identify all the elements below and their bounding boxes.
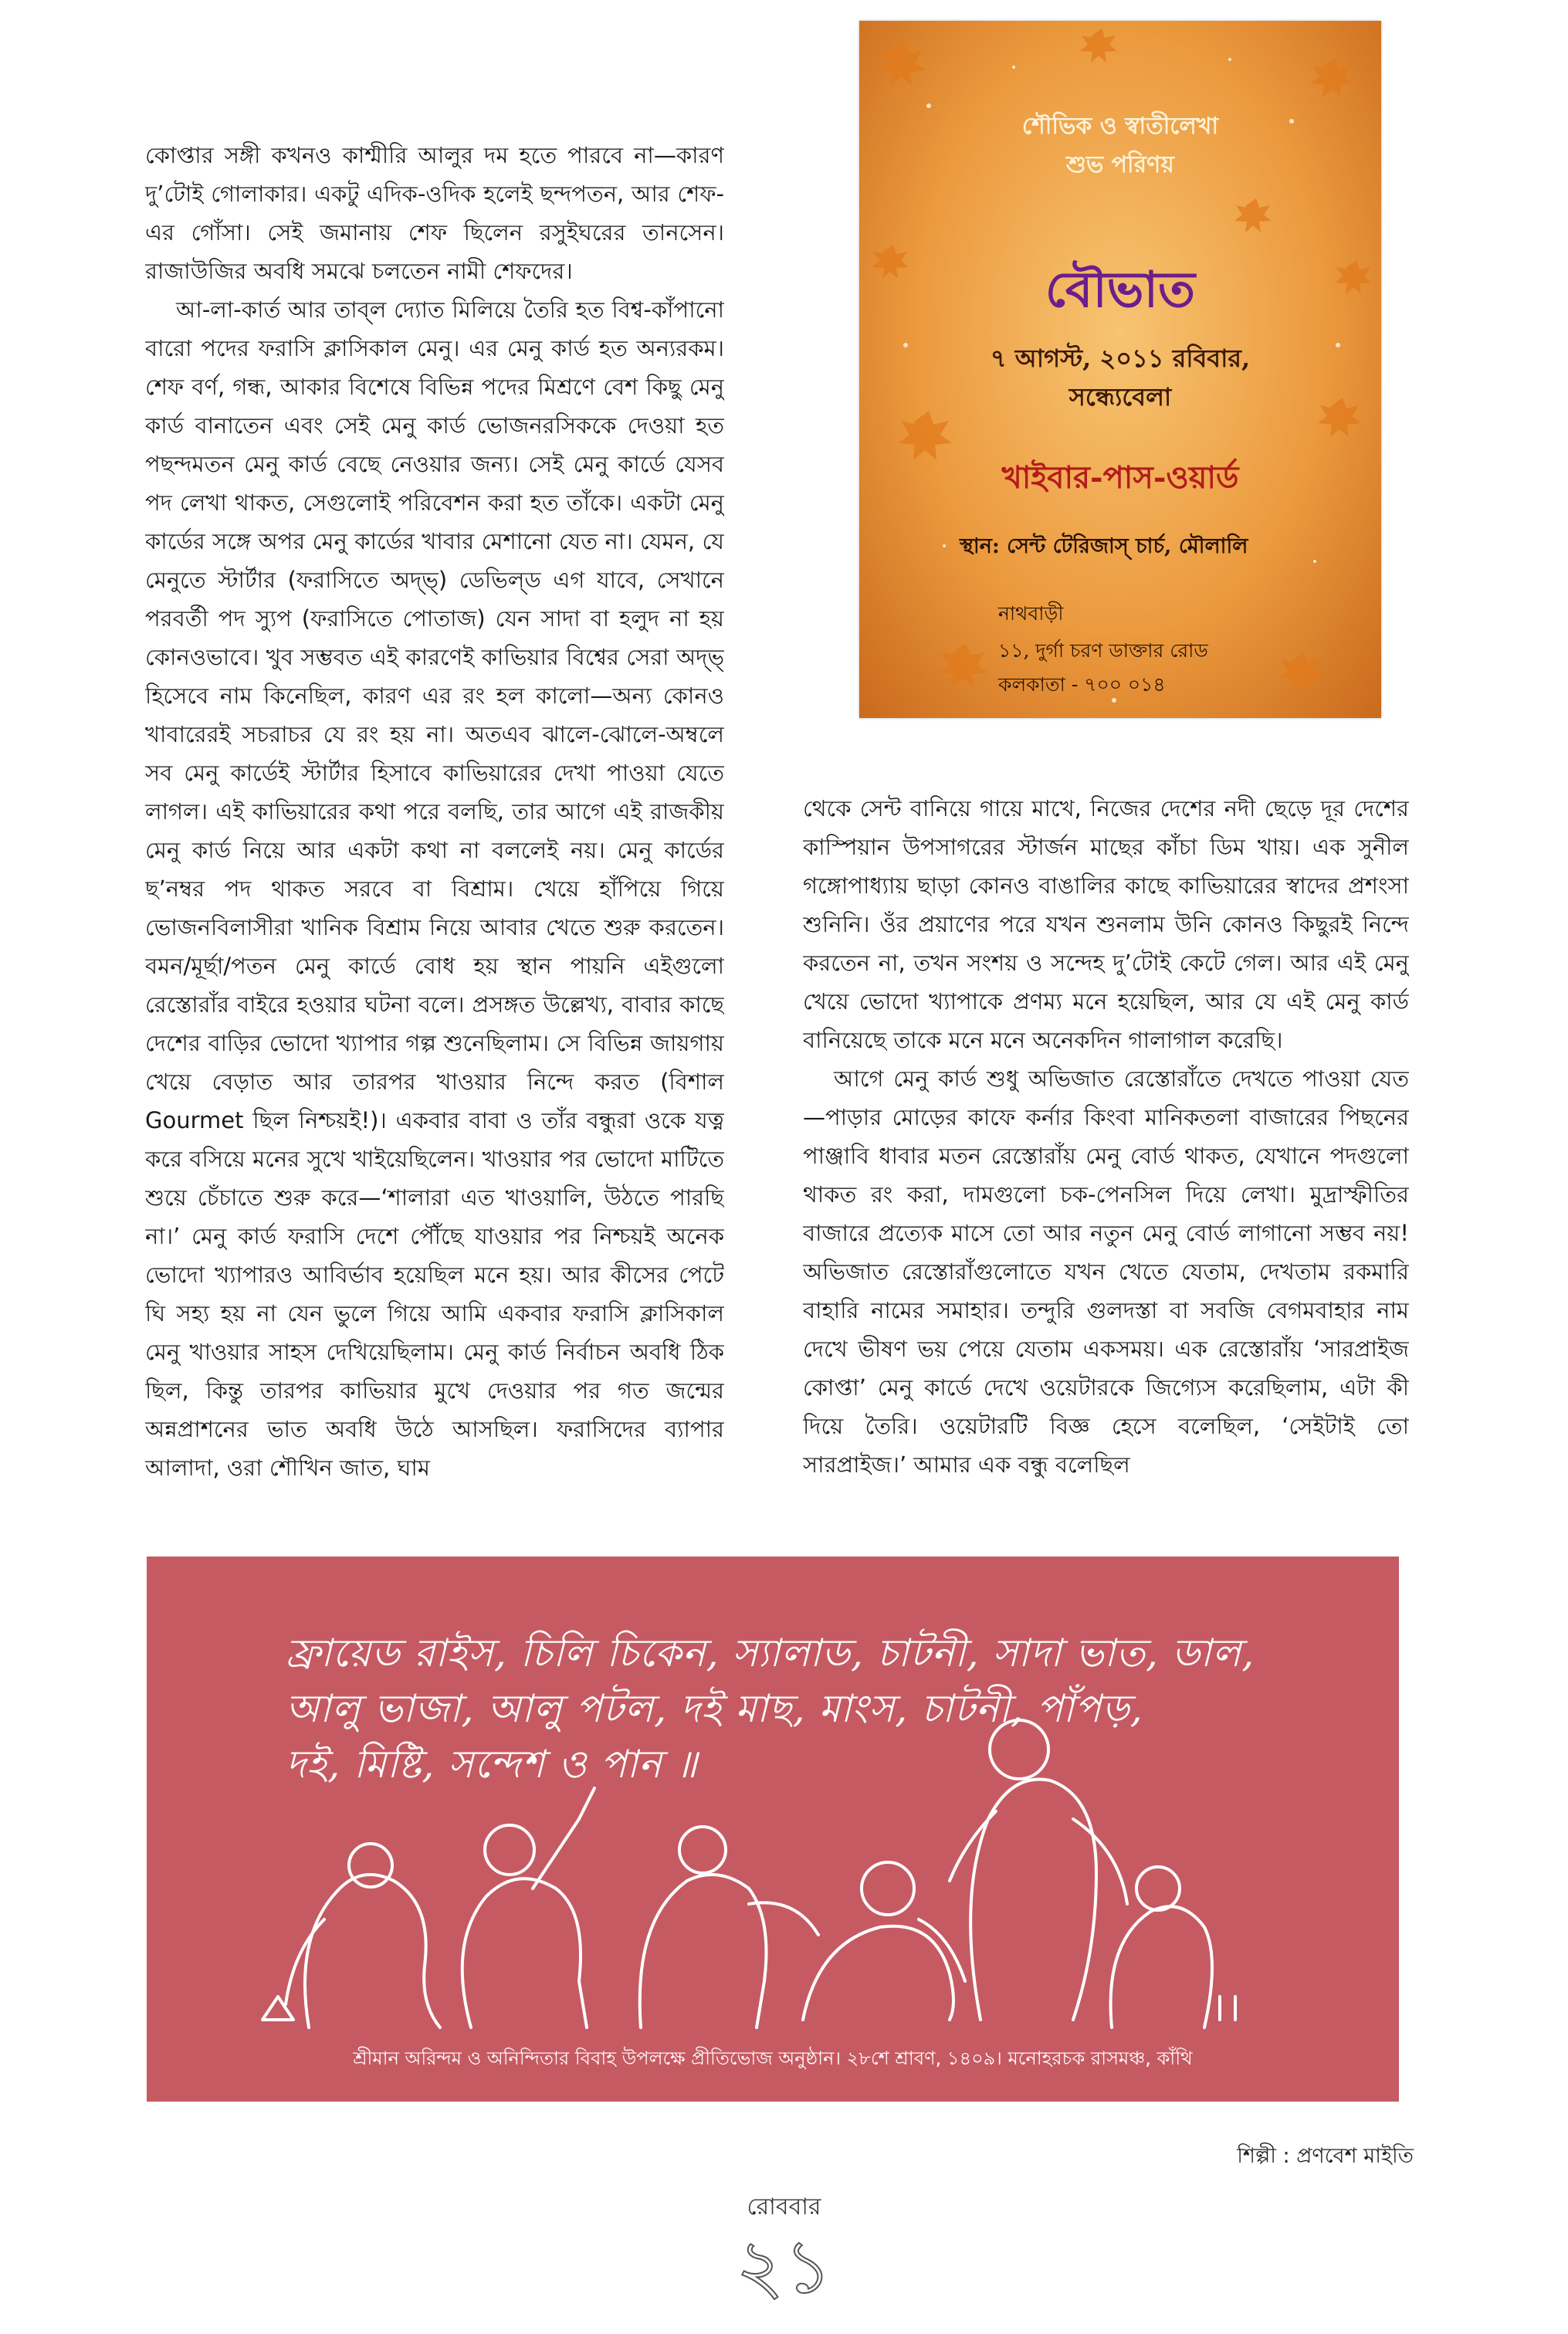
paragraph: আগে মেনু কার্ড শুধু অভিজাত রেস্তোরাঁতে দেখতে পাওয়া যেত—পাড়ার মোড়ের কাফে কর্নার কিংবা মানিকতলা বাজারের পিছনের পাঞ্জাবি ধাবার মতন রেস্তোরাঁয় মেনু বোর্ড থাকত, যেখানে পদগুলো থাকত রং করা, দামগুলো চক-পেনসিল দিয়ে লেখা। মুদ্রাস্ফীতির বাজারে প্রত্যেক মাসে তো আর নতুন মেনু বোর্ড লাগানো সম্ভব নয়! অভিজাত রেস্তোরাঁগুলোতে যখন খেতে যেতাম, দেখতাম রকমারি বাহারি নামের সমাহার। তন্দুরি গুলদস্তা বা সবজি বেগমবাহার নাম দেখে ভীষণ ভয় পেয়ে যেতাম একসময়। এক রেস্তোরাঁয় ‘সারপ্রাইজ কোপ্তা’ মেনু কার্ডে দেখে ওয়েটারকে জিগ্যেস করেছিলাম, এটা কী দিয়ে তৈরি। ওয়েটারটি বিজ্ঞ হেসে বলেছিল, ‘সেইটাই তো সারপ্রাইজ।’ আমার এক বন্ধু বলেছিল bbox=[803, 1065, 1409, 1478]
card-address-line: নাথবাড়ী bbox=[998, 602, 1064, 625]
card-address-line: কলকাতা - ৭০০ ০১৪ bbox=[998, 673, 1166, 696]
menu-line: দই, মিষ্টি, সন্দেশ ও পান ॥ bbox=[286, 1742, 699, 1787]
artist-credit: শিল্পী : প্রণবেশ মাইতি bbox=[1237, 2144, 1414, 2168]
card-venue-name: খাইবার-পাস-ওয়ার্ড bbox=[1001, 459, 1239, 496]
card-subheading: শুভ পরিণয় bbox=[1066, 151, 1174, 178]
card-event-title: বৌভাত bbox=[1045, 261, 1196, 319]
paragraph: আ-লা-কার্ত আর তাব্‌ল দ্যোত মিলিয়ে তৈরি হত বিশ্ব-কাঁপানো বারো পদের ফরাসি ক্লাসিকাল মেনু। এর মেনু কার্ড হত অন্যরকম। শেফ বর্ণ, গন্ধ, আকার বিশেষে বিভিন্ন পদের মিশ্রণে বেশ কিছু মেনু কার্ড বানাতেন এবং সেই মেনু কার্ড ভোজনরসিককে দেওয়া হত পছন্দমতন মেনু কার্ড বেছে নেওয়ার জন্য। সেই মেনু কার্ডে যেসব পদ লেখা থাকত, সেগুলোই পরিবেশন করা হত তাঁকে। একটা মেনু কার্ডের সঙ্গে অপর মেনু কার্ডের খাবার মেশানো যেত না। যেমন, যে মেনুতে স্টার্টার (ফরাসিতে অদ্‌ভ্‌) ডেভিল্‌ড এগ যাবে, সেখানে পরবর্তী পদ স্যুপ (ফরাসিতে পোতাজ) যেন সাদা বা হলুদ না হয় কোনওভাবে। খুব সম্ভবত এই কারণেই কাভিয়ার বিশ্বের সেরা অদ্‌ভ্‌ হিসেবে নাম কিনেছিল, কারণ এর রং হল কালো—অন্য কোনও খাবারেরই সচরাচর যে রং হয় না। অতএব ঝালে-ঝোলে-অম্বলে সব মেনু কার্ডেই স্টার্টার হিসাবে কাভিয়ারের দেখা পাওয়া যেতে লাগল। এই কাভিয়ারের কথা পরে বলছি, তার আগে এই রাজকীয় মেনু কার্ড নিয়ে আর একটা কথা না বললেই নয়। মেনু কার্ডের ছ’নম্বর পদ থাকত সরবে বা বিশ্রাম। খেয়ে হাঁপিয়ে গিয়ে ভোজনবিলাসীরা খানিক বিশ্রাম নিয়ে আবার খেতে শুরু করতেন। বমন/মূর্ছা/পতন মেনু কার্ডে বোধ হয় স্থান পায়নি এইগুলো রেস্তোরাঁর বাইরে হওয়ার ঘটনা বলে। প্রসঙ্গত উল্লেখ্য, বাবার কাছে দেশের বাড়ির ভোদো খ্যাপার গল্প শুনেছিলাম। সে বিভিন্ন জায়গায় খেয়ে বেড়াত আর তারপর খাওয়ার নিন্দে করত (বিশাল Gourmet ছিল নিশ্চয়ই!)। একবার বাবা ও তাঁর বন্ধুরা ওকে যত্ন করে বসিয়ে মনের সুখে খাইয়েছিলেন। খাওয়ার পর ভোদো মাটিতে শুয়ে চেঁচাতে শুরু করে—‘শালারা এত খাওয়ালি, উঠতে পারছি না।’ মেনু কার্ড ফরাসি দেশে পৌঁছে যাওয়ার পর নিশ্চয়ই অনেক ভোদো খ্যাপারও আবির্ভাব হয়েছিল মনে হয়। আর কীসের পেটে ঘি সহ্য হয় না যেন ভুলে গিয়ে আমি একবার ফরাসি ক্লাসিকাল মেনু খাওয়ার সাহস দেখিয়েছিলাম। মেনু কার্ড নির্বাচন অবধি ঠিক ছিল, কিন্তু তারপর কাভিয়ার মুখে দেওয়ার পর গত জন্মের অন্নপ্রাশনের ভাত অবধি উঠে আসছিল। ফরাসিদের ব্যাপার আলাদা, ওরা শৌখিন জাত, ঘাম bbox=[145, 296, 724, 1481]
handwritten-menu-illustration bbox=[147, 1557, 1399, 2102]
card-couple-names: শৌভিক ও স্বাতীলেখা bbox=[1021, 113, 1219, 140]
page-number: ২১ bbox=[736, 2224, 832, 2310]
menu-line: আলু ভাজা, আলু পটল, দই মাছ, মাংস, চাটনী, পাঁপড়, bbox=[286, 1686, 1143, 1731]
menu-line: ফ্রায়েড রাইস, চিলি চিকেন, স্যালাড, চাটনী, সাদা ভাত, ডাল, bbox=[286, 1631, 1255, 1675]
card-time: সন্ধ্যেবেলা bbox=[1068, 382, 1172, 412]
wedding-invitation-card bbox=[859, 21, 1381, 718]
paragraph: কোপ্তার সঙ্গী কখনও কাশ্মীরি আলুর দম হতে পারবে না—কারণ দু’টোই গোলাকার। একটু এদিক-ওদিক হলেই ছন্দপতন, আর শেফ-এর গোঁসা। সেই জমানায় শেফ ছিলেন রসুইঘরের তানসেন। রাজাউজির অবধি সমঝে চলতেন নামী শেফদের। bbox=[145, 142, 724, 284]
card-address-line: ১১, দুর্গা চরণ ডাক্তার রোড bbox=[998, 639, 1208, 662]
paragraph: থেকে সেন্ট বানিয়ে গায়ে মাখে, নিজের দেশের নদী ছেড়ে দূর দেশের কাস্পিয়ান উপসাগরের স্টার্জন মাছের কাঁচা ডিম খায়। এক সুনীল গঙ্গোপাধ্যায় ছাড়া কোনও বাঙালির কাছে কাভিয়ারের স্বাদের প্রশংসা শুনিনি। ওঁর প্রয়াণের পরে যখন শুনলাম উনি কোনও কিছুরই নিন্দে করতেন না, তখন সংশয় ও সন্দেহ দু’টোই কেটে গেল। আর এই মেনু খেয়ে ভোদো খ্যাপাকে প্রণম্য মনে হয়েছিল, আর যে এই মেনু কার্ড বানিয়েছে তাকে মনে মনে অনেকদিন গালাগাল করেছি। bbox=[803, 795, 1409, 1053]
article-column-left bbox=[145, 136, 724, 1507]
publication-name: রোববার bbox=[747, 2193, 821, 2221]
illustration-caption: শ্রীমান অরিন্দম ও অনিন্দিতার বিবাহ উপলক্ষে প্রীতিভোজ অনুষ্ঠান। ২৮শে শ্রাবণ, ১৪০৯। মনোহরচক রাসমঞ্চ, কাঁথি bbox=[353, 2048, 1193, 2069]
article-column-right bbox=[803, 789, 1409, 1507]
card-date: ৭ আগস্ট, ২০১১ রবিবার, bbox=[990, 344, 1251, 373]
card-location: স্থান: সেন্ট টেরিজাস্‌ চার্চ, মৌলালি bbox=[960, 534, 1248, 558]
